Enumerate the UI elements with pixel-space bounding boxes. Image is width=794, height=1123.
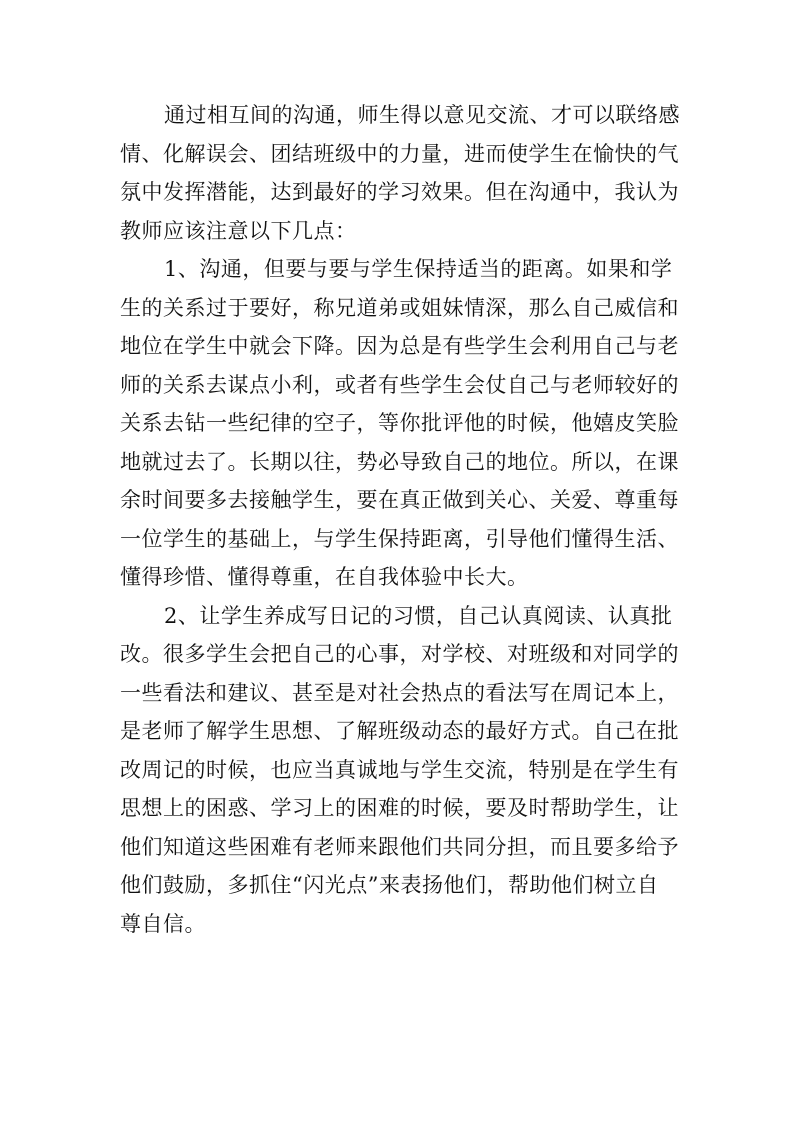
paragraph-line: 氛中发挥潜能，达到最好的学习效果。但在沟通中，我认为 — [120, 180, 679, 204]
paragraph-line: 情、化解误会、团结班级中的力量，进而使学生在愉快的气 — [120, 141, 679, 166]
paragraph-line: 通过相互间的沟通，师生得以意见交流、才可以联络感 — [164, 103, 680, 127]
paragraph-line: 余时间要多去接触学生，要在真正做到关心、关爱、尊重每 — [120, 488, 679, 512]
paragraph-line: 生的关系过于要好，称兄道弟或姐妹情深，那么自己威信和 — [120, 295, 679, 320]
paragraph-line: 是老师了解学生思想、了解班级动态的最好方式。自己在批 — [120, 719, 679, 743]
paragraph-line: 1、沟通，但要与要与学生保持适当的距离。如果和学 — [164, 257, 673, 281]
paragraph-line: 懂得珍惜、懂得尊重，在自我体验中长大。 — [120, 565, 529, 589]
paragraph-line: 一些看法和建议、甚至是对社会热点的看法写在周记本上， — [120, 680, 679, 705]
paragraph-line: 他们鼓励，多抓住“闪光点”来表扬他们，帮助他们树立自 — [120, 873, 659, 897]
paragraph-line: 地位在学生中就会下降。因为总是有些学生会利用自己与老 — [120, 334, 679, 358]
paragraph-line: 2、让学生养成写日记的习惯，自己认真阅读、认真批 — [164, 603, 673, 628]
paragraph-line: 他们知道这些困难有老师来跟他们共同分担，而且要多给予 — [120, 834, 679, 859]
paragraph-line: 改。很多学生会把自己的心事，对学校、对班级和对同学的 — [120, 642, 679, 666]
paragraph-line: 尊自信。 — [120, 911, 206, 936]
paragraph-line: 师的关系去谋点小利，或者有些学生会仗自己与老师较好的 — [120, 372, 679, 397]
paragraph-line: 思想上的困惑、学习上的困难的时候，要及时帮助学生，让 — [120, 796, 679, 820]
paragraph-line: 教师应该注意以下几点： — [120, 218, 357, 243]
paragraph-line: 地就过去了。长期以往，势必导致自己的地位。所以，在课 — [120, 449, 679, 474]
paragraph-line: 一位学生的基础上，与学生保持距离，引导他们懂得生活、 — [120, 526, 679, 551]
paragraph-line: 改周记的时候，也应当真诚地与学生交流，特别是在学生有 — [120, 757, 679, 782]
paragraph-line: 关系去钻一些纪律的空子，等你批评他的时候，他嬉皮笑脸 — [120, 411, 679, 435]
document-body — [120, 96, 690, 943]
